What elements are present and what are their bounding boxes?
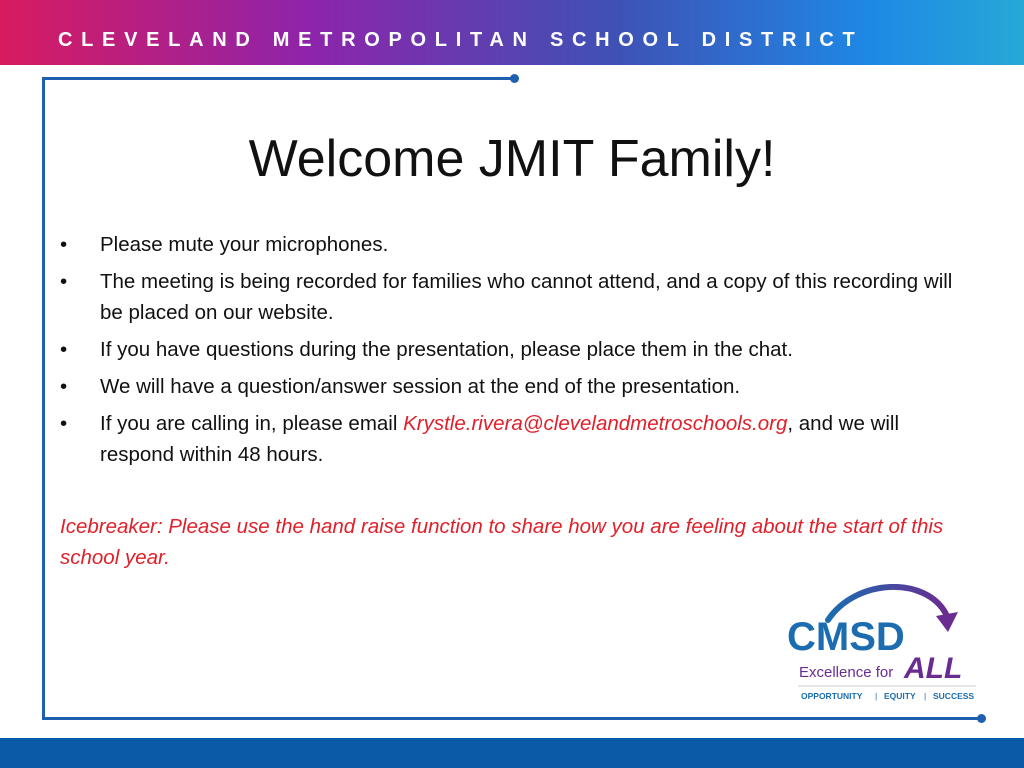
contact-email-link[interactable]: Krystle.rivera@clevelandmetroschools.org: [403, 412, 788, 435]
logo-value-success: SUCCESS: [933, 691, 975, 701]
bullet-list: [60, 229, 960, 476]
logo-separator: |: [875, 691, 878, 701]
slide-title: Welcome JMIT Family!: [248, 130, 776, 188]
logo-value-opportunity: OPPORTUNITY: [801, 691, 863, 701]
district-name: CLEVELAND METROPOLITAN SCHOOL DISTRICT: [58, 29, 864, 51]
bullet-item: [60, 408, 960, 470]
bullet-text: We will have a question/answer session at the end of the presentation.: [100, 375, 741, 398]
bullet-item: [60, 229, 960, 260]
bullet-item: [60, 334, 960, 365]
footer-bar: [0, 738, 1024, 768]
frame-top-line: [42, 77, 515, 80]
frame-bottom-line: [42, 717, 982, 720]
logo-tagline-emphasis: ALL: [904, 652, 963, 685]
bullet-dot-icon: •: [60, 338, 68, 361]
bullet-dot-icon: •: [60, 233, 68, 256]
bullet-dot-icon: •: [60, 270, 68, 293]
icebreaker-text: Icebreaker: Please use the hand raise function to share how you are feeling about the start of this school year.: [60, 515, 944, 569]
bullet-text: The meeting is being recorded for families who cannot attend, and a copy of this recording will be placed on our website.: [100, 270, 953, 324]
bullet-dot-icon: •: [60, 412, 68, 435]
bullet-item: [60, 371, 960, 402]
bullet-text-after-email: , and we will respond within 48 hours.: [100, 412, 900, 466]
bullet-item: [60, 266, 960, 328]
header-banner: [0, 0, 1024, 65]
bullet-dot-icon: •: [60, 375, 68, 398]
bullet-text: If you have questions during the presentation, please place them in the chat.: [100, 338, 793, 361]
cmsd-logo: [786, 584, 980, 706]
logo-name: CMSD: [787, 615, 905, 659]
bullet-text-before-email: If you are calling in, please email: [100, 412, 404, 435]
logo-value-equity: EQUITY: [884, 691, 916, 701]
frame-top-dot: [510, 74, 519, 83]
bullet-text: Please mute your microphones.: [100, 233, 389, 256]
logo-separator: |: [924, 691, 927, 701]
frame-bottom-dot: [977, 714, 986, 723]
logo-arrowhead-icon: [936, 612, 958, 632]
logo-tagline-prefix: Excellence for: [799, 664, 894, 681]
